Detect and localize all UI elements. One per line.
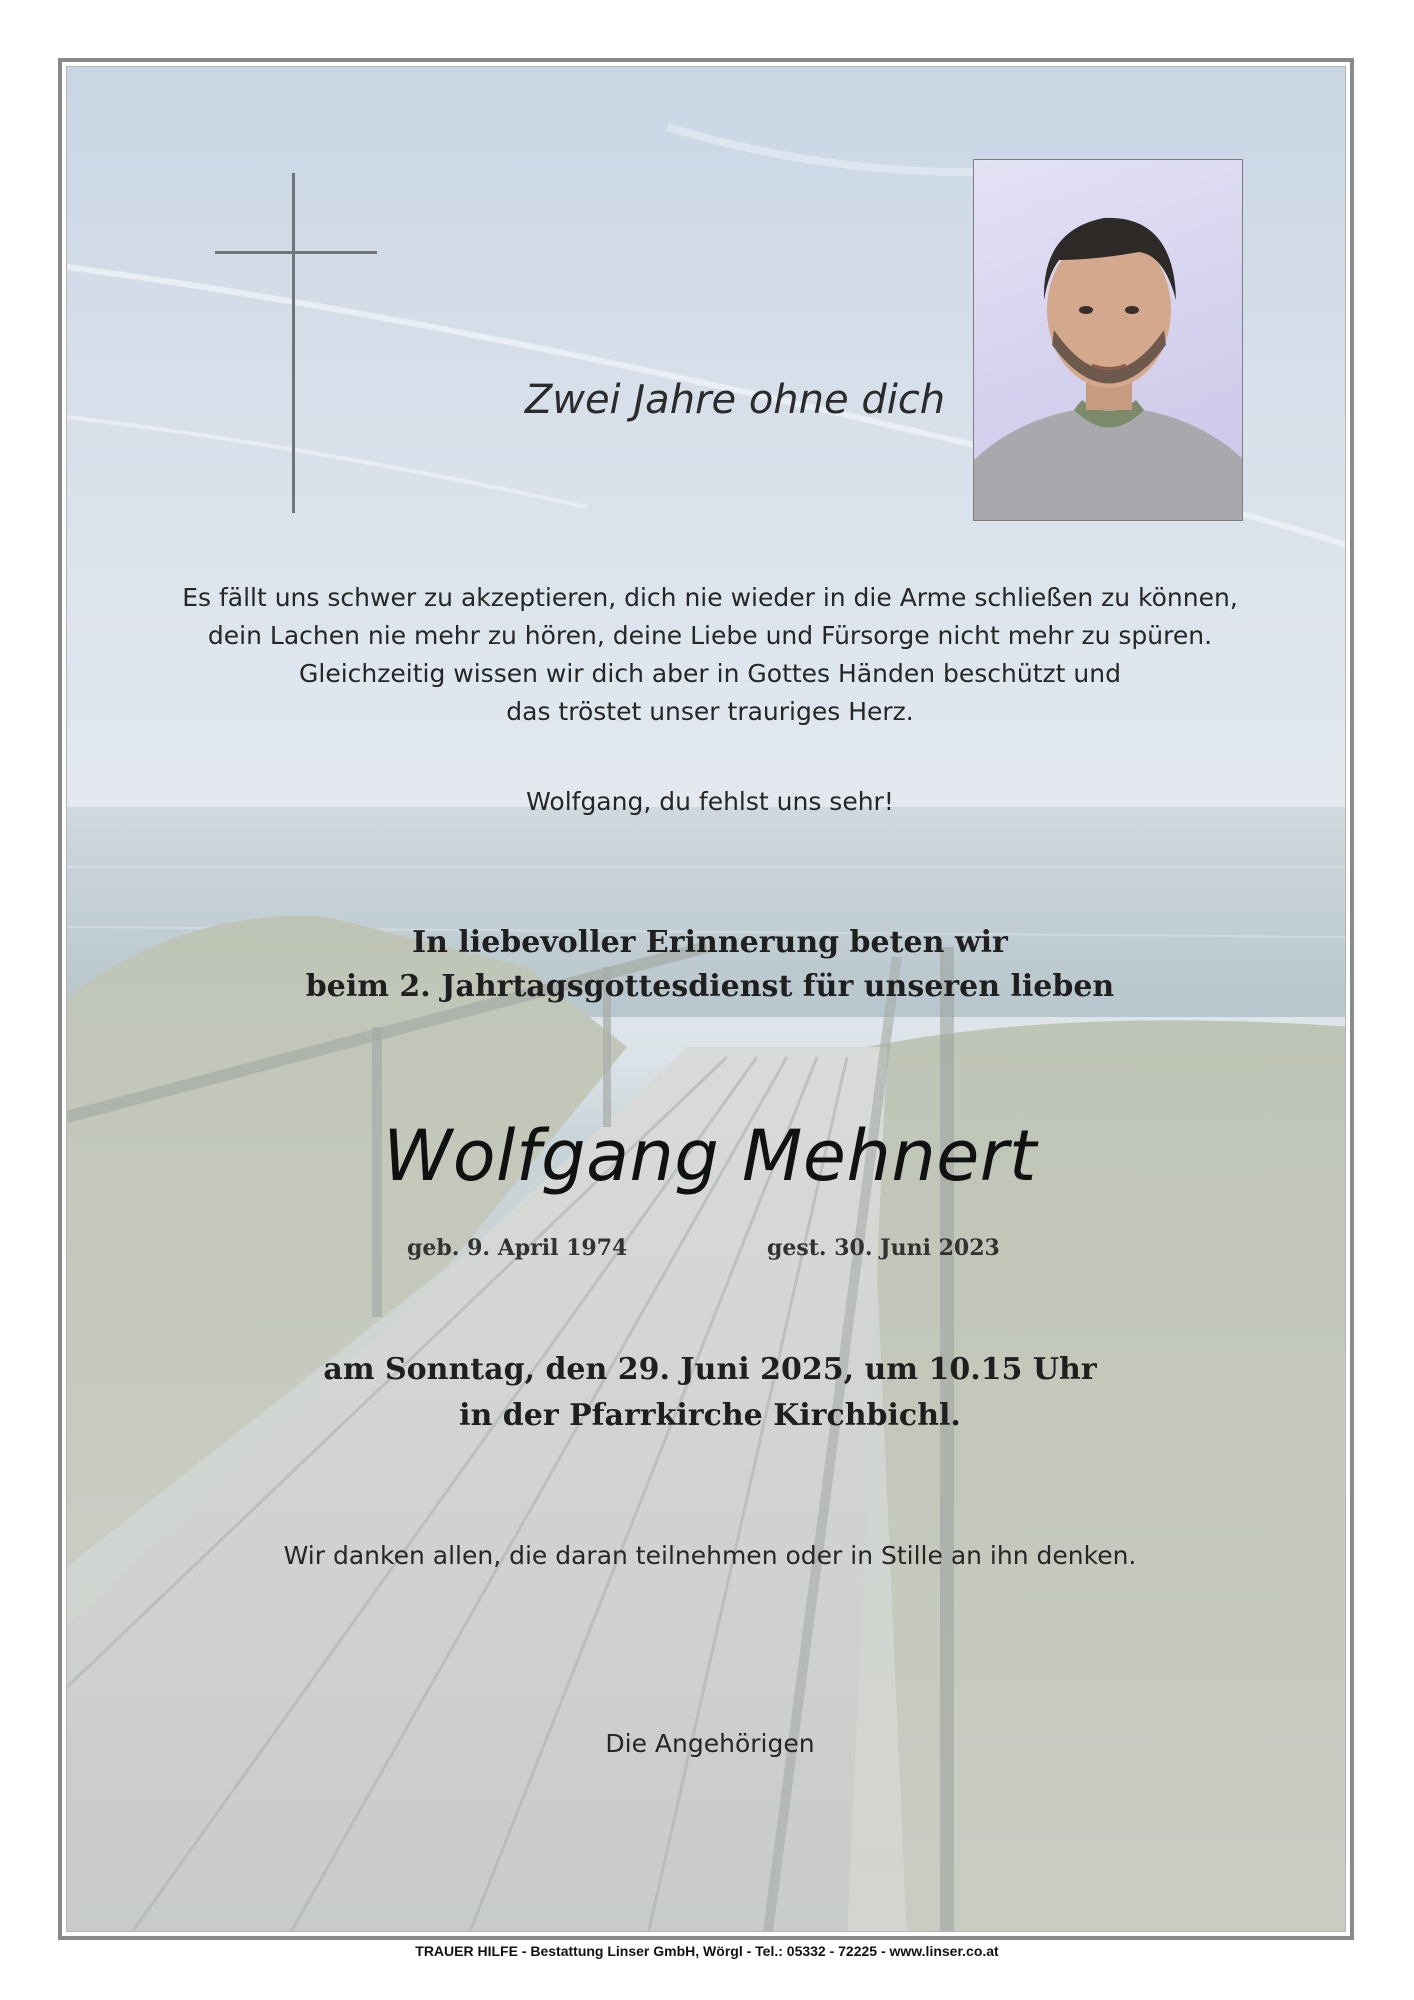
deceased-name: Wolfgang Mehnert xyxy=(383,1115,1037,1197)
portrait-photo xyxy=(973,159,1243,521)
verse xyxy=(67,579,1346,731)
death-date: gest. 30. Juni 2023 xyxy=(767,1235,1000,1261)
intro-line: In liebevoller Erinnerung beten wir xyxy=(412,925,1008,960)
service-details xyxy=(67,1347,1346,1439)
notice-frame xyxy=(58,58,1354,1940)
birth-date: geb. 9. April 1974 xyxy=(407,1235,628,1261)
verse-line: dein Lachen nie mehr zu hören, deine Liebe und Fürsorge nicht mehr zu spüren. xyxy=(207,621,1213,650)
thanks-line: Wir danken allen, die daran teilnehmen oder in Stille an ihn denken. xyxy=(283,1541,1137,1570)
farewell-line: Wolfgang, du fehlst uns sehr! xyxy=(526,787,894,816)
notice-panel xyxy=(66,66,1346,1932)
signature: Die Angehörigen xyxy=(605,1729,815,1758)
motto-heading: Zwei Jahre ohne dich xyxy=(524,377,946,423)
cross-icon xyxy=(215,173,377,513)
life-dates xyxy=(67,1235,1346,1265)
footer-credit: TRAUER HILFE - Bestattung Linser GmbH, Wörgl - Tel.: 05332 - 72225 - www.linser.co.at xyxy=(415,1943,999,1959)
verse-line: Es fällt uns schwer zu akzeptieren, dich nie wieder in die Arme schließen zu können, xyxy=(182,583,1238,612)
service-line: am Sonntag, den 29. Juni 2025, um 10.15 Uhr xyxy=(323,1352,1097,1387)
service-line: in der Pfarrkirche Kirchbichl. xyxy=(459,1398,961,1433)
verse-line: das tröstet unser trauriges Herz. xyxy=(506,697,914,726)
verse-line: Gleichzeitig wissen wir dich aber in Gottes Händen beschützt und xyxy=(299,659,1121,688)
memorial-intro xyxy=(67,921,1346,1009)
intro-line: beim 2. Jahrtagsgottesdienst für unseren lieben xyxy=(305,969,1115,1004)
